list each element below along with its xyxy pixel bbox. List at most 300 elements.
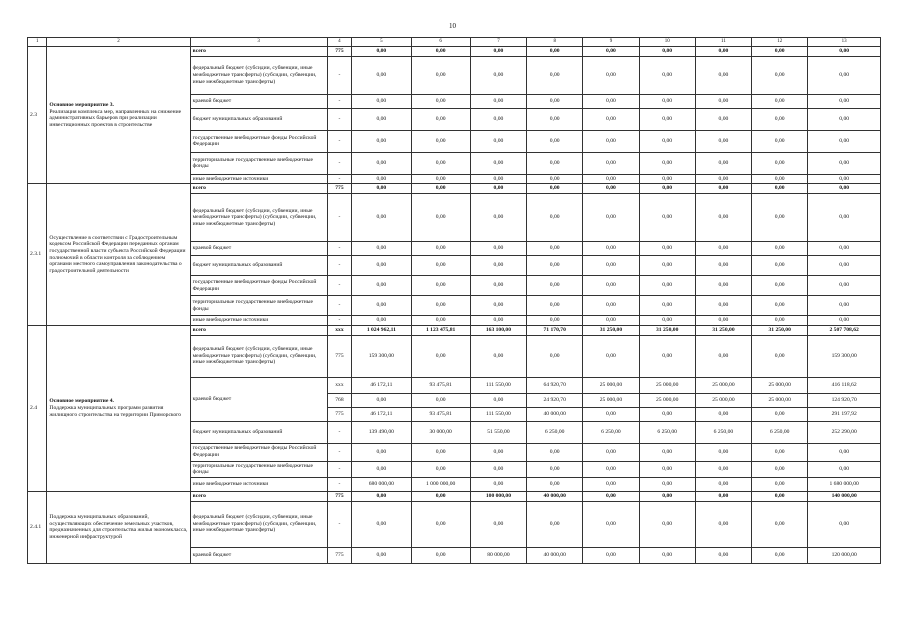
amount-cell: 0,00 <box>352 276 411 296</box>
amount-cell: 0,00 <box>411 194 470 242</box>
amount-cell: 0,00 <box>695 256 751 276</box>
funding-source: всего <box>190 184 327 194</box>
amount-cell: 0,00 <box>639 47 695 57</box>
amount-cell: 0,00 <box>639 335 695 377</box>
amount-cell: 40 000,00 <box>527 407 583 421</box>
amount-cell: 30 000,00 <box>411 421 470 443</box>
grbs-code: - <box>327 477 352 491</box>
column-number: 11 <box>695 38 751 47</box>
grbs-code: xxx <box>327 377 352 393</box>
amount-cell: 0,00 <box>583 296 639 316</box>
amount-cell: 0,00 <box>470 461 526 477</box>
item-name <box>47 491 190 563</box>
page-number: 10 <box>449 22 456 30</box>
grbs-code: - <box>327 130 352 152</box>
amount-cell: 0,00 <box>411 547 470 563</box>
funding-source: бюджет муниципальных образований <box>190 108 327 130</box>
amount-cell: 0,00 <box>470 184 526 194</box>
amount-cell: 0,00 <box>583 256 639 276</box>
grbs-code: - <box>327 421 352 443</box>
amount-cell: 0,00 <box>470 174 526 184</box>
amount-cell: 0,00 <box>352 393 411 407</box>
amount-cell: 31 250,00 <box>695 325 751 335</box>
amount-cell: 0,00 <box>808 194 881 242</box>
grbs-code: - <box>327 174 352 184</box>
amount-cell: 0,00 <box>583 407 639 421</box>
amount-cell: 0,00 <box>808 184 881 194</box>
amount-cell: 0,00 <box>583 130 639 152</box>
amount-cell: 0,00 <box>695 184 751 194</box>
amount-cell: 111 550,00 <box>470 377 526 393</box>
amount-cell: 0,00 <box>470 296 526 316</box>
grbs-code: - <box>327 108 352 130</box>
amount-cell: 0,00 <box>583 56 639 94</box>
amount-cell: 0,00 <box>808 108 881 130</box>
amount-cell: 0,00 <box>695 47 751 57</box>
amount-cell: 163 100,00 <box>470 325 526 335</box>
column-number: 5 <box>352 38 411 47</box>
amount-cell: 0,00 <box>752 242 808 256</box>
funding-source: иные внебюджетные источники <box>190 477 327 491</box>
amount-cell: 159 300,00 <box>352 335 411 377</box>
column-number: 6 <box>411 38 470 47</box>
amount-cell: 0,00 <box>695 501 751 547</box>
amount-cell: 1 680 000,00 <box>808 477 881 491</box>
funding-source: всего <box>190 325 327 335</box>
amount-cell: 0,00 <box>352 94 411 108</box>
amount-cell: 0,00 <box>470 335 526 377</box>
amount-cell: 25 000,00 <box>639 393 695 407</box>
amount-cell: 0,00 <box>808 461 881 477</box>
grbs-code: 775 <box>327 491 352 501</box>
amount-cell: 0,00 <box>752 407 808 421</box>
amount-cell: 0,00 <box>527 94 583 108</box>
amount-cell: 0,00 <box>752 335 808 377</box>
amount-cell: 0,00 <box>352 130 411 152</box>
amount-cell: 0,00 <box>808 443 881 461</box>
amount-cell: 416 118,62 <box>808 377 881 393</box>
amount-cell: 0,00 <box>808 47 881 57</box>
amount-cell: 0,00 <box>470 477 526 491</box>
amount-cell: 0,00 <box>808 94 881 108</box>
amount-cell: 0,00 <box>527 56 583 94</box>
funding-source: государственные внебюджетные фонды Российской Федерации <box>190 276 327 296</box>
amount-cell: 0,00 <box>639 94 695 108</box>
amount-cell: 0,00 <box>470 393 526 407</box>
amount-cell: 0,00 <box>752 276 808 296</box>
amount-cell: 0,00 <box>639 256 695 276</box>
grbs-code: 775 <box>327 184 352 194</box>
amount-cell: 0,00 <box>470 194 526 242</box>
amount-cell: 0,00 <box>752 152 808 174</box>
funding-source: государственные внебюджетные фонды Российской Федерации <box>190 443 327 461</box>
amount-cell: 0,00 <box>470 501 526 547</box>
grbs-code: 775 <box>327 335 352 377</box>
grbs-code: - <box>327 296 352 316</box>
amount-cell: 0,00 <box>470 276 526 296</box>
amount-cell: 0,00 <box>411 296 470 316</box>
amount-cell: 100 000,00 <box>470 491 526 501</box>
amount-cell: 0,00 <box>583 335 639 377</box>
amount-cell: 71 170,70 <box>527 325 583 335</box>
amount-cell: 0,00 <box>527 194 583 242</box>
amount-cell: 0,00 <box>583 174 639 184</box>
grbs-code: 768 <box>327 393 352 407</box>
amount-cell: 0,00 <box>527 461 583 477</box>
amount-cell: 0,00 <box>527 477 583 491</box>
amount-cell: 31 250,00 <box>639 325 695 335</box>
item-title: Основное мероприятие 4. <box>49 398 114 405</box>
grbs-code: xxx <box>327 325 352 335</box>
amount-cell: 140 000,00 <box>808 491 881 501</box>
amount-cell: 0,00 <box>639 184 695 194</box>
amount-cell: 0,00 <box>527 256 583 276</box>
amount-cell: 0,00 <box>583 184 639 194</box>
amount-cell: 25 000,00 <box>695 377 751 393</box>
amount-cell: 0,00 <box>352 296 411 316</box>
amount-cell: 0,00 <box>639 108 695 130</box>
column-number: 13 <box>808 38 881 47</box>
item-description: Поддержка муниципальных программ развития жилищного строительства на территории Приморского <box>49 405 182 418</box>
amount-cell: 6 250,00 <box>639 421 695 443</box>
amount-cell: 2 507 708,62 <box>808 325 881 335</box>
grbs-code: 775 <box>327 547 352 563</box>
amount-cell: 0,00 <box>411 276 470 296</box>
amount-cell: 0,00 <box>411 393 470 407</box>
funding-source: всего <box>190 47 327 57</box>
amount-cell: 0,00 <box>527 276 583 296</box>
amount-cell: 0,00 <box>639 242 695 256</box>
grbs-code: - <box>327 461 352 477</box>
amount-cell: 0,00 <box>695 443 751 461</box>
column-number: 9 <box>583 38 639 47</box>
grbs-code: - <box>327 152 352 174</box>
grbs-code: 775 <box>327 47 352 57</box>
item-description: Поддержка муниципальных образований, осуществляющих обеспечение земельных участков, предназначенных для строительства жилья экономкласса, инженерной инфраструктурой <box>49 513 188 540</box>
amount-cell: 0,00 <box>527 108 583 130</box>
grbs-code: - <box>327 256 352 276</box>
amount-cell: 0,00 <box>352 491 411 501</box>
amount-cell: 291 197,92 <box>808 407 881 421</box>
amount-cell: 0,00 <box>752 130 808 152</box>
amount-cell: 0,00 <box>583 47 639 57</box>
amount-cell: 0,00 <box>583 461 639 477</box>
funding-source: бюджет муниципальных образований <box>190 256 327 276</box>
amount-cell: 25 000,00 <box>583 393 639 407</box>
amount-cell: 25 000,00 <box>583 377 639 393</box>
item-code: 2.4 <box>28 325 47 491</box>
amount-cell: 0,00 <box>808 316 881 326</box>
amount-cell: 0,00 <box>411 184 470 194</box>
amount-cell: 0,00 <box>527 443 583 461</box>
amount-cell: 0,00 <box>639 501 695 547</box>
funding-source: иные внебюджетные источники <box>190 316 327 326</box>
funding-source: территориальные государственные внебюджетные фонды <box>190 296 327 316</box>
amount-cell: 0,00 <box>639 316 695 326</box>
amount-cell: 0,00 <box>583 152 639 174</box>
amount-cell: 1 000 000,00 <box>411 477 470 491</box>
amount-cell: 0,00 <box>470 443 526 461</box>
funding-source: всего <box>190 491 327 501</box>
item-name <box>47 47 190 184</box>
column-number: 1 <box>28 38 47 47</box>
amount-cell: 0,00 <box>527 335 583 377</box>
amount-cell: 0,00 <box>527 501 583 547</box>
amount-cell: 0,00 <box>639 296 695 316</box>
amount-cell: 0,00 <box>470 56 526 94</box>
amount-cell: 0,00 <box>411 94 470 108</box>
table-row <box>28 491 881 501</box>
funding-source: федеральный бюджет (субсидии, субвенции, иные межбюджетные трансферты) (субсидии, субвенции, иные межбюджетные трансферты) <box>190 501 327 547</box>
column-number: 7 <box>470 38 526 47</box>
amount-cell: 0,00 <box>639 194 695 242</box>
grbs-code: - <box>327 194 352 242</box>
amount-cell: 0,00 <box>752 94 808 108</box>
amount-cell: 0,00 <box>808 296 881 316</box>
amount-cell: 0,00 <box>639 461 695 477</box>
amount-cell: 0,00 <box>352 461 411 477</box>
amount-cell: 0,00 <box>583 194 639 242</box>
amount-cell: 0,00 <box>411 443 470 461</box>
grbs-code: - <box>327 242 352 256</box>
amount-cell: 0,00 <box>470 242 526 256</box>
funding-source: бюджет муниципальных образований <box>190 421 327 443</box>
amount-cell: 111 550,00 <box>470 407 526 421</box>
amount-cell: 0,00 <box>752 184 808 194</box>
amount-cell: 0,00 <box>583 491 639 501</box>
amount-cell: 0,00 <box>411 461 470 477</box>
grbs-code: - <box>327 56 352 94</box>
amount-cell: 0,00 <box>695 94 751 108</box>
amount-cell: 0,00 <box>352 108 411 130</box>
amount-cell: 0,00 <box>470 316 526 326</box>
amount-cell: 0,00 <box>695 335 751 377</box>
amount-cell: 0,00 <box>583 276 639 296</box>
amount-cell: 0,00 <box>527 152 583 174</box>
amount-cell: 0,00 <box>695 491 751 501</box>
column-number: 4 <box>327 38 352 47</box>
amount-cell: 0,00 <box>411 316 470 326</box>
item-title: Основное мероприятие 3. <box>49 101 114 108</box>
amount-cell: 0,00 <box>752 256 808 276</box>
amount-cell: 0,00 <box>752 174 808 184</box>
amount-cell: 6 250,00 <box>752 421 808 443</box>
amount-cell: 0,00 <box>695 174 751 184</box>
amount-cell: 0,00 <box>752 194 808 242</box>
amount-cell: 0,00 <box>808 56 881 94</box>
grbs-code: - <box>327 94 352 108</box>
amount-cell: 0,00 <box>470 130 526 152</box>
amount-cell: 0,00 <box>808 256 881 276</box>
amount-cell: 0,00 <box>352 194 411 242</box>
amount-cell: 0,00 <box>411 47 470 57</box>
amount-cell: 0,00 <box>411 491 470 501</box>
amount-cell: 0,00 <box>808 152 881 174</box>
amount-cell: 80 000,00 <box>470 547 526 563</box>
amount-cell: 0,00 <box>752 108 808 130</box>
amount-cell: 0,00 <box>752 547 808 563</box>
amount-cell: 0,00 <box>752 56 808 94</box>
amount-cell: 0,00 <box>583 316 639 326</box>
amount-cell: 0,00 <box>808 130 881 152</box>
grbs-code: 775 <box>327 407 352 421</box>
grbs-code: - <box>327 443 352 461</box>
grbs-code: - <box>327 316 352 326</box>
amount-cell: 0,00 <box>695 108 751 130</box>
amount-cell: 0,00 <box>352 501 411 547</box>
amount-cell: 0,00 <box>695 242 751 256</box>
funding-source: государственные внебюджетные фонды Российской Федерации <box>190 130 327 152</box>
budget-table <box>27 37 881 564</box>
grbs-code: - <box>327 276 352 296</box>
amount-cell: 0,00 <box>352 174 411 184</box>
amount-cell: 0,00 <box>752 443 808 461</box>
amount-cell: 0,00 <box>470 47 526 57</box>
amount-cell: 680 000,00 <box>352 477 411 491</box>
amount-cell: 40 000,00 <box>527 547 583 563</box>
column-number-row <box>28 38 881 47</box>
amount-cell: 0,00 <box>411 335 470 377</box>
amount-cell: 0,00 <box>352 56 411 94</box>
amount-cell: 0,00 <box>583 443 639 461</box>
funding-source: иные внебюджетные источники <box>190 174 327 184</box>
amount-cell: 0,00 <box>411 242 470 256</box>
amount-cell: 25 000,00 <box>752 393 808 407</box>
column-number: 3 <box>190 38 327 47</box>
amount-cell: 0,00 <box>352 256 411 276</box>
amount-cell: 93 475,81 <box>411 377 470 393</box>
funding-source: краевой бюджет <box>190 242 327 256</box>
amount-cell: 0,00 <box>583 477 639 491</box>
amount-cell: 0,00 <box>695 547 751 563</box>
amount-cell: 0,00 <box>470 94 526 108</box>
amount-cell: 0,00 <box>695 152 751 174</box>
amount-cell: 25 000,00 <box>695 393 751 407</box>
funding-source: федеральный бюджет (субсидии, субвенции, иные межбюджетные трансферты) (субсидии, субвенции, иные межбюджетные трансферты) <box>190 194 327 242</box>
funding-source: краевой бюджет <box>190 547 327 563</box>
amount-cell: 0,00 <box>639 491 695 501</box>
amount-cell: 139 490,00 <box>352 421 411 443</box>
amount-cell: 0,00 <box>639 443 695 461</box>
amount-cell: 0,00 <box>352 152 411 174</box>
table-row <box>28 47 881 57</box>
amount-cell: 0,00 <box>527 184 583 194</box>
amount-cell: 0,00 <box>352 443 411 461</box>
amount-cell: 0,00 <box>527 47 583 57</box>
amount-cell: 0,00 <box>752 477 808 491</box>
amount-cell: 1 123 475,81 <box>411 325 470 335</box>
amount-cell: 0,00 <box>527 316 583 326</box>
amount-cell: 0,00 <box>411 152 470 174</box>
item-code: 2.4.1 <box>28 491 47 563</box>
amount-cell: 64 920,70 <box>527 377 583 393</box>
table-row <box>28 325 881 335</box>
amount-cell: 0,00 <box>695 296 751 316</box>
amount-cell: 0,00 <box>411 174 470 184</box>
amount-cell: 0,00 <box>470 152 526 174</box>
funding-source: краевой бюджет <box>190 377 327 421</box>
amount-cell: 0,00 <box>695 461 751 477</box>
amount-cell: 0,00 <box>583 547 639 563</box>
amount-cell: 6 250,00 <box>583 421 639 443</box>
amount-cell: 159 300,00 <box>808 335 881 377</box>
table-row <box>28 184 881 194</box>
amount-cell: 1 024 962,11 <box>352 325 411 335</box>
amount-cell: 0,00 <box>752 501 808 547</box>
amount-cell: 0,00 <box>470 256 526 276</box>
amount-cell: 0,00 <box>527 174 583 184</box>
amount-cell: 0,00 <box>695 407 751 421</box>
amount-cell: 0,00 <box>527 296 583 316</box>
amount-cell: 0,00 <box>752 296 808 316</box>
amount-cell: 124 920,70 <box>808 393 881 407</box>
amount-cell: 0,00 <box>808 501 881 547</box>
grbs-code: - <box>327 501 352 547</box>
amount-cell: 40 000,00 <box>527 491 583 501</box>
amount-cell: 0,00 <box>583 108 639 130</box>
amount-cell: 46 172,11 <box>352 377 411 393</box>
amount-cell: 0,00 <box>639 276 695 296</box>
amount-cell: 31 250,00 <box>583 325 639 335</box>
funding-source: федеральный бюджет (субсидии, субвенции, иные межбюджетные трансферты) (субсидии, субвенции, иные межбюджетные трансферты) <box>190 56 327 94</box>
item-name <box>47 184 190 325</box>
funding-source: территориальные государственные внебюджетные фонды <box>190 461 327 477</box>
amount-cell: 0,00 <box>639 130 695 152</box>
amount-cell: 0,00 <box>752 491 808 501</box>
amount-cell: 0,00 <box>639 56 695 94</box>
amount-cell: 0,00 <box>411 108 470 130</box>
amount-cell: 0,00 <box>808 242 881 256</box>
funding-source: территориальные государственные внебюджетные фонды <box>190 152 327 174</box>
funding-source: краевой бюджет <box>190 94 327 108</box>
amount-cell: 0,00 <box>411 501 470 547</box>
amount-cell: 31 250,00 <box>752 325 808 335</box>
amount-cell: 93 475,81 <box>411 407 470 421</box>
amount-cell: 0,00 <box>583 94 639 108</box>
amount-cell: 0,00 <box>808 174 881 184</box>
amount-cell: 46 172,11 <box>352 407 411 421</box>
amount-cell: 0,00 <box>695 316 751 326</box>
amount-cell: 0,00 <box>639 407 695 421</box>
item-description: Реализация комплекса мер, направленных на снижение административных барьеров при реализации инвестиционных проектов в строительстве <box>49 108 182 128</box>
amount-cell: 6 250,00 <box>527 421 583 443</box>
amount-cell: 120 000,00 <box>808 547 881 563</box>
amount-cell: 0,00 <box>695 477 751 491</box>
amount-cell: 0,00 <box>352 316 411 326</box>
amount-cell: 0,00 <box>695 276 751 296</box>
amount-cell: 0,00 <box>527 242 583 256</box>
amount-cell: 0,00 <box>411 56 470 94</box>
item-code: 2.3 <box>28 47 47 184</box>
amount-cell: 25 000,00 <box>752 377 808 393</box>
amount-cell: 0,00 <box>752 316 808 326</box>
amount-cell: 0,00 <box>411 130 470 152</box>
amount-cell: 0,00 <box>639 477 695 491</box>
amount-cell: 6 250,00 <box>695 421 751 443</box>
amount-cell: 0,00 <box>352 547 411 563</box>
amount-cell: 0,00 <box>695 130 751 152</box>
amount-cell: 0,00 <box>808 276 881 296</box>
amount-cell: 0,00 <box>583 501 639 547</box>
column-number: 8 <box>527 38 583 47</box>
column-number: 12 <box>752 38 808 47</box>
amount-cell: 0,00 <box>752 461 808 477</box>
amount-cell: 24 920,70 <box>527 393 583 407</box>
column-number: 2 <box>47 38 190 47</box>
amount-cell: 25 000,00 <box>639 377 695 393</box>
funding-source: федеральный бюджет (субсидии, субвенции, иные межбюджетные трансферты) (субсидии, субвенции, иные межбюджетные трансферты) <box>190 335 327 377</box>
amount-cell: 0,00 <box>352 242 411 256</box>
